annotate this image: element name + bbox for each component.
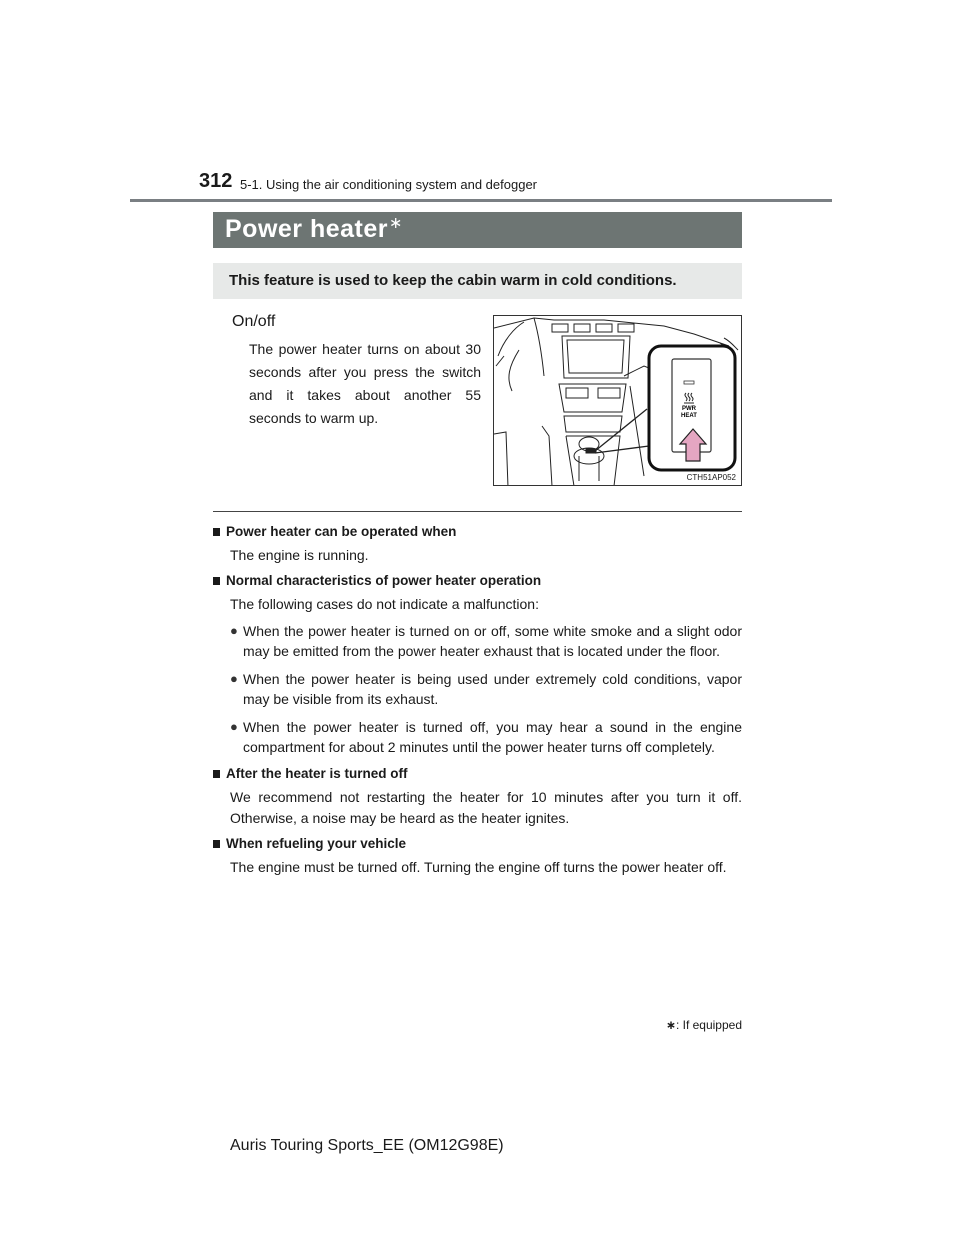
note-heading: Normal characteristics of power heater operation (213, 572, 742, 594)
square-bullet-icon (213, 840, 220, 848)
note-text: The engine is running. (230, 547, 369, 563)
title-label: Power heater (225, 215, 389, 243)
dashboard-illustration (494, 316, 742, 486)
note-text: The engine must be turned off. Turning the engine off turns the power heater off. (230, 859, 727, 875)
title-bar (213, 212, 742, 248)
list-item: ● When the power heater is turned off, you may hear a sound in the engine compartment for about 2 minutes until the power heater turns off completely. (230, 719, 742, 755)
header-rule (130, 199, 832, 202)
circle-bullet-icon: ● (230, 623, 238, 638)
list-item: ● When the power heater is being used under extremely cold conditions, vapor may be visible from its exhaust. (230, 671, 742, 707)
onoff-label: On/off (232, 313, 276, 330)
note-text: We recommend not restarting the heater for 10 minutes after you turn it off. Otherwise, a noise may be heard as the heater ignites. (230, 789, 742, 826)
footnote-text: : If equipped (675, 1018, 742, 1032)
section-reference: 5-1. Using the air conditioning system and defogger (240, 177, 538, 192)
intro-text: This feature is used to keep the cabin warm in cold conditions. (229, 272, 677, 289)
notes-rule (213, 511, 742, 512)
note-heading: When refueling your vehicle (213, 835, 742, 857)
square-bullet-icon (213, 528, 220, 536)
title-asterisk: ∗ (389, 215, 403, 232)
circle-bullet-icon: ● (230, 671, 238, 686)
notes-section (213, 523, 742, 884)
note-heading: After the heater is turned off (213, 765, 742, 787)
switch-label-pwr: PWR (682, 406, 696, 412)
switch-label-heat: HEAT (681, 413, 697, 419)
intro-bar (213, 263, 742, 299)
page-title (225, 215, 403, 244)
dashboard-figure (493, 315, 742, 486)
note-heading: Power heater can be operated when (213, 523, 742, 545)
footer-model: Auris Touring Sports_EE (OM12G98E) (230, 1137, 504, 1154)
figure-code: CTH51AP052 (686, 473, 736, 482)
footnote-asterisk: ∗ (665, 1018, 676, 1032)
footnote (666, 1018, 742, 1032)
square-bullet-icon (213, 577, 220, 585)
page-number: 312 (199, 170, 233, 192)
circle-bullet-icon: ● (230, 719, 238, 734)
square-bullet-icon (213, 770, 220, 778)
onoff-description: The power heater turns on about 30 seconds after you press the switch and it takes about another 55 seconds to warm up. (249, 341, 481, 426)
list-item: ● When the power heater is turned on or off, some white smoke and a slight odor may be emitted from the power heater exhaust that is located under the floor. (230, 623, 742, 659)
note-text: The following cases do not indicate a malfunction: (230, 596, 539, 612)
